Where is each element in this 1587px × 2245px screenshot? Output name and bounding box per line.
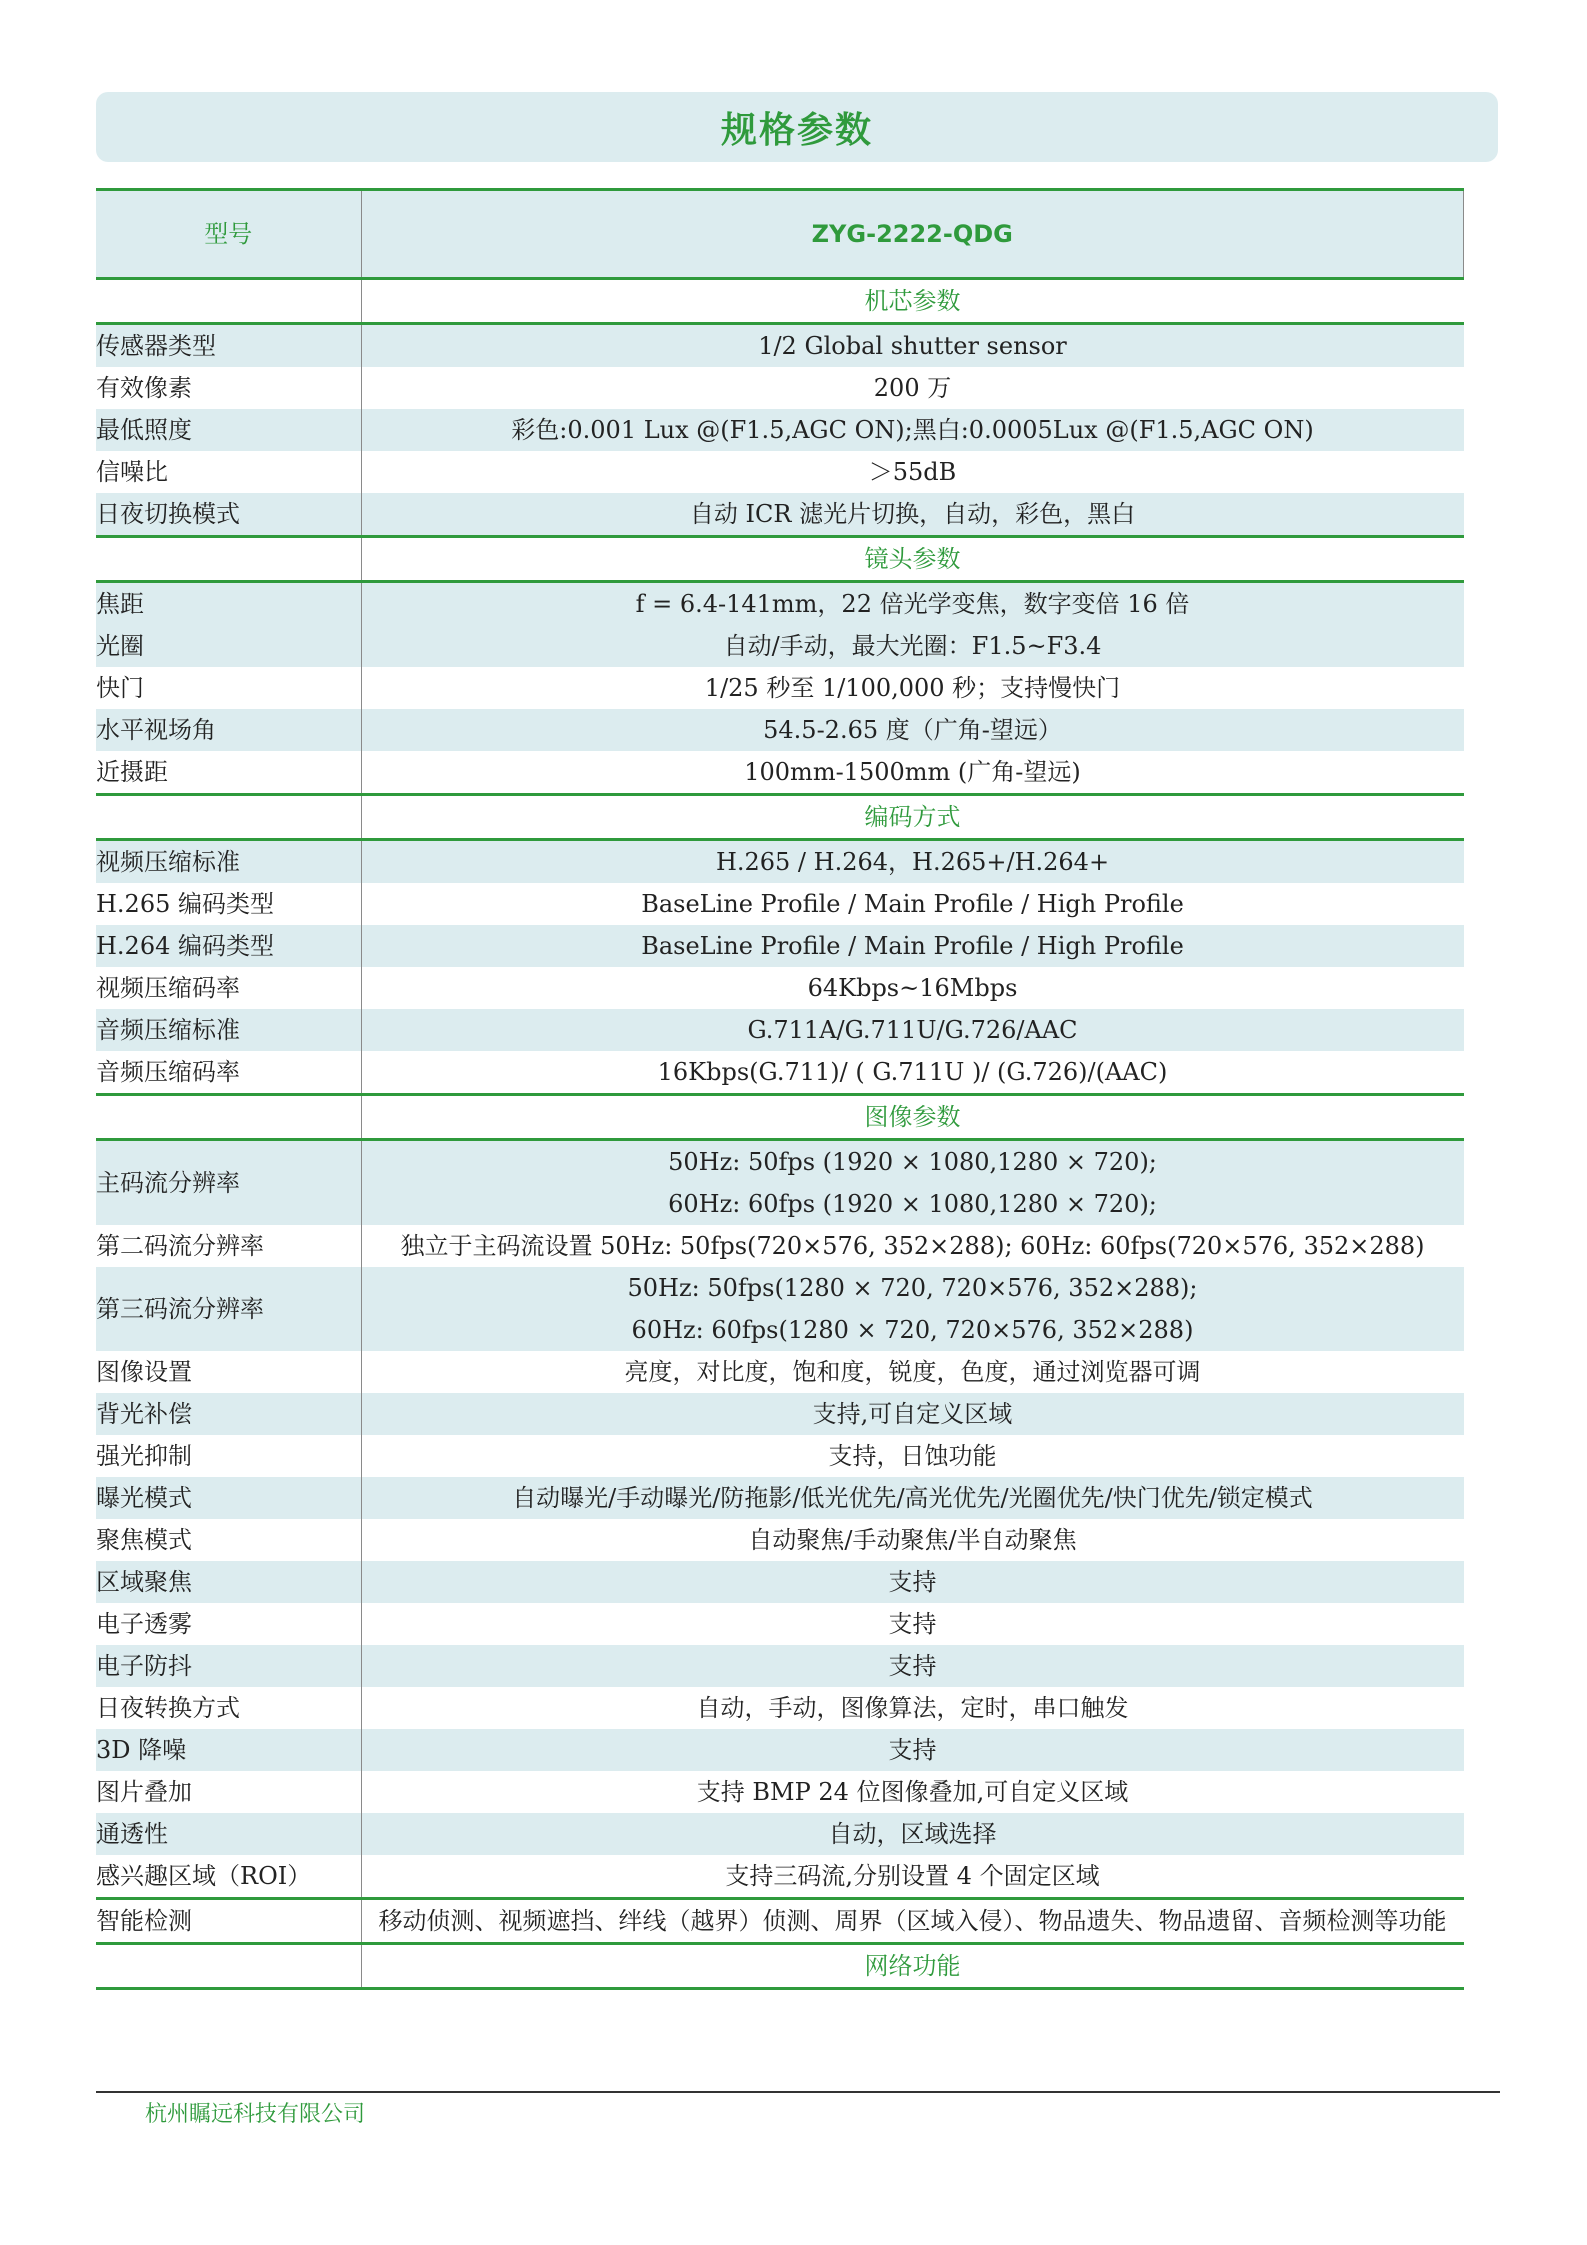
model-value: ZYG-2222-QDG: [361, 190, 1464, 279]
spec-label: 最低照度: [96, 409, 361, 451]
section-title: 图像参数: [361, 1095, 1464, 1140]
spec-label: H.264 编码类型: [96, 925, 361, 967]
spec-label: 曝光模式: [96, 1477, 361, 1519]
spec-row: [96, 925, 1464, 967]
spec-value: [361, 1771, 1464, 1813]
spec-value-line: f = 6.4-141mm，22 倍光学变焦，数字变倍 16 倍: [635, 590, 1190, 618]
spec-value: [361, 1140, 1464, 1226]
spec-label: 电子透雾: [96, 1603, 361, 1645]
spec-value-line: 亮度，对比度，饱和度，锐度，色度，通过浏览器可调: [624, 1358, 1201, 1386]
spec-value: [361, 1225, 1464, 1267]
spec-label: 图片叠加: [96, 1771, 361, 1813]
spec-value: [361, 1855, 1464, 1899]
spec-value-line: 自动，区域选择: [828, 1820, 997, 1848]
spec-value-line: 100mm-1500mm (广角-望远): [744, 758, 1081, 786]
section-header-spacer: [96, 1944, 361, 1989]
spec-row: [96, 1899, 1464, 1944]
section-title: 镜头参数: [361, 537, 1464, 582]
section-title: 编码方式: [361, 795, 1464, 840]
spec-value: [361, 582, 1464, 626]
spec-value-line: H.265 / H.264，H.265+/H.264+: [715, 848, 1110, 876]
spec-value-line: BaseLine Profile / Main Profile / High Profile: [641, 932, 1184, 960]
spec-row: [96, 1729, 1464, 1771]
spec-value-line: 200 万: [873, 374, 952, 402]
spec-label: 背光补偿: [96, 1393, 361, 1435]
spec-value-line: G.711A/G.711U/G.726/AAC: [747, 1016, 1078, 1044]
page-title: 规格参数: [720, 109, 873, 151]
spec-row: [96, 1561, 1464, 1603]
spec-value: [361, 1009, 1464, 1051]
spec-value-line: 54.5-2.65 度（广角-望远）: [763, 716, 1062, 744]
spec-value: [361, 1051, 1464, 1095]
spec-value: [361, 1435, 1464, 1477]
spec-value-line: 60Hz: 60fps(1280 × 720, 720×576, 352×288): [631, 1316, 1194, 1344]
spec-row: [96, 840, 1464, 884]
spec-value-line: 支持: [888, 1736, 937, 1764]
spec-value-line: 自动 ICR 滤光片切换，自动，彩色，黑白: [689, 500, 1136, 528]
section-title: 网络功能: [361, 1944, 1464, 1989]
spec-row: [96, 493, 1464, 537]
spec-value-line: 自动/手动，最大光圈：F1.5~F3.4: [723, 632, 1102, 660]
spec-value: [361, 967, 1464, 1009]
spec-label: 主码流分辨率: [96, 1140, 361, 1226]
spec-label: 信噪比: [96, 451, 361, 493]
spec-table: [96, 188, 1464, 1990]
spec-value-line: 支持,可自定义区域: [812, 1400, 1013, 1428]
spec-label: 通透性: [96, 1813, 361, 1855]
spec-value-line: 支持: [888, 1568, 937, 1596]
spec-value: [361, 1687, 1464, 1729]
spec-value-line: 50Hz: 50fps (1920 × 1080,1280 × 720);: [668, 1148, 1157, 1176]
spec-row: [96, 967, 1464, 1009]
section-header: [96, 1944, 1464, 1989]
spec-label: 焦距: [96, 582, 361, 626]
spec-value: [361, 451, 1464, 493]
spec-value-line: 1/2 Global shutter sensor: [758, 332, 1067, 360]
spec-value: [361, 1267, 1464, 1351]
spec-label: 水平视场角: [96, 709, 361, 751]
spec-value: [361, 883, 1464, 925]
spec-label: 聚焦模式: [96, 1519, 361, 1561]
spec-value: [361, 925, 1464, 967]
spec-value-line: 自动曝光/手动曝光/防拖影/低光优先/高光优先/光圈优先/快门优先/锁定模式: [512, 1484, 1313, 1512]
spec-value: [361, 1561, 1464, 1603]
spec-row: [96, 1603, 1464, 1645]
spec-value: [361, 324, 1464, 368]
footer-divider: [96, 2091, 1500, 2093]
spec-row: [96, 751, 1464, 795]
spec-value-line: 16Kbps(G.711)/ ( G.711U )/ (G.726)/(AAC): [657, 1058, 1168, 1086]
spec-label: 第二码流分辨率: [96, 1225, 361, 1267]
spec-row: [96, 1351, 1464, 1393]
section-header-spacer: [96, 1095, 361, 1140]
spec-value: [361, 493, 1464, 537]
spec-row: [96, 1771, 1464, 1813]
spec-label: 视频压缩标准: [96, 840, 361, 884]
spec-row: [96, 1225, 1464, 1267]
spec-label: 图像设置: [96, 1351, 361, 1393]
spec-value-line: 64Kbps~16Mbps: [807, 974, 1018, 1002]
spec-row: [96, 1267, 1464, 1351]
spec-label: H.265 编码类型: [96, 883, 361, 925]
spec-label: 光圈: [96, 625, 361, 667]
section-header: [96, 1095, 1464, 1140]
spec-row: [96, 1009, 1464, 1051]
spec-value-line: ＞55dB: [868, 458, 957, 486]
section-header-spacer: [96, 279, 361, 324]
spec-value: [361, 1729, 1464, 1771]
spec-value: [361, 409, 1464, 451]
spec-value: [361, 1477, 1464, 1519]
spec-value: [361, 625, 1464, 667]
spec-value: [361, 367, 1464, 409]
spec-label: 有效像素: [96, 367, 361, 409]
spec-value: [361, 709, 1464, 751]
spec-label: 音频压缩标准: [96, 1009, 361, 1051]
model-row: [96, 190, 1464, 279]
spec-row: [96, 451, 1464, 493]
spec-row: [96, 1140, 1464, 1226]
spec-value-line: 支持，日蚀功能: [828, 1442, 997, 1470]
spec-value: [361, 1603, 1464, 1645]
spec-title-banner: [96, 92, 1498, 162]
spec-label: 3D 降噪: [96, 1729, 361, 1771]
spec-row: [96, 667, 1464, 709]
spec-value-line: 支持: [888, 1610, 937, 1638]
spec-value: [361, 1351, 1464, 1393]
spec-row: [96, 1687, 1464, 1729]
spec-label: 日夜切换模式: [96, 493, 361, 537]
spec-value-line: 1/25 秒至 1/100,000 秒；支持慢快门: [704, 674, 1121, 702]
spec-row: [96, 582, 1464, 626]
spec-row: [96, 1477, 1464, 1519]
spec-value-line: BaseLine Profile / Main Profile / High Profile: [641, 890, 1184, 918]
spec-value-line: 支持三码流,分别设置 4 个固定区域: [725, 1862, 1100, 1890]
spec-row: [96, 324, 1464, 368]
spec-value: [361, 840, 1464, 884]
section-title: 机芯参数: [361, 279, 1464, 324]
spec-row: [96, 1051, 1464, 1095]
spec-label: 电子防抖: [96, 1645, 361, 1687]
section-header: [96, 279, 1464, 324]
spec-row: [96, 1519, 1464, 1561]
section-header-spacer: [96, 537, 361, 582]
spec-row: [96, 625, 1464, 667]
spec-value: [361, 1813, 1464, 1855]
spec-label: 音频压缩码率: [96, 1051, 361, 1095]
spec-value-line: 独立于主码流设置 50Hz: 50fps(720×576, 352×288); 60Hz: 60fps(720×576, 352×288): [400, 1232, 1425, 1260]
spec-label: 日夜转换方式: [96, 1687, 361, 1729]
spec-label: 近摄距: [96, 751, 361, 795]
spec-value-line: 支持: [888, 1652, 937, 1680]
spec-row: [96, 1813, 1464, 1855]
spec-row: [96, 1393, 1464, 1435]
spec-label: 第三码流分辨率: [96, 1267, 361, 1351]
spec-row: [96, 1855, 1464, 1899]
spec-row: [96, 709, 1464, 751]
spec-value-line: 彩色:0.001 Lux @(F1.5,AGC ON);黑白:0.0005Lux @(F1.5,AGC ON): [511, 416, 1314, 444]
spec-value: [361, 1645, 1464, 1687]
model-label: 型号: [96, 190, 361, 279]
spec-value-line: 50Hz: 50fps(1280 × 720, 720×576, 352×288);: [627, 1274, 1198, 1302]
spec-label: 传感器类型: [96, 324, 361, 368]
spec-value: [361, 751, 1464, 795]
spec-row: [96, 883, 1464, 925]
section-header-spacer: [96, 795, 361, 840]
spec-label: 强光抑制: [96, 1435, 361, 1477]
spec-row: [96, 1645, 1464, 1687]
spec-value-line: 支持 BMP 24 位图像叠加,可自定义区域: [696, 1778, 1129, 1806]
spec-label: 区域聚焦: [96, 1561, 361, 1603]
spec-value: [361, 667, 1464, 709]
spec-row: [96, 409, 1464, 451]
spec-row: [96, 367, 1464, 409]
spec-value: [361, 1519, 1464, 1561]
spec-label: 快门: [96, 667, 361, 709]
spec-value-line: 自动，手动，图像算法，定时，串口触发: [696, 1694, 1129, 1722]
section-header: [96, 795, 1464, 840]
spec-row: [96, 1435, 1464, 1477]
spec-value-line: 移动侦测、视频遮挡、绊线（越界）侦测、周界（区域入侵）、物品遗失、物品遗留、音频检测等功能: [378, 1907, 1447, 1935]
section-header: [96, 537, 1464, 582]
spec-label: 感兴趣区域（ROI）: [96, 1855, 361, 1899]
spec-label: 智能检测: [96, 1899, 361, 1944]
spec-value-line: 60Hz: 60fps (1920 × 1080,1280 × 720);: [668, 1190, 1157, 1218]
spec-value: [361, 1899, 1464, 1944]
spec-label: 视频压缩码率: [96, 967, 361, 1009]
footer-company: 杭州瞩远科技有限公司: [145, 2102, 366, 2127]
spec-value-line: 自动聚焦/手动聚焦/半自动聚焦: [748, 1526, 1077, 1554]
spec-value: [361, 1393, 1464, 1435]
